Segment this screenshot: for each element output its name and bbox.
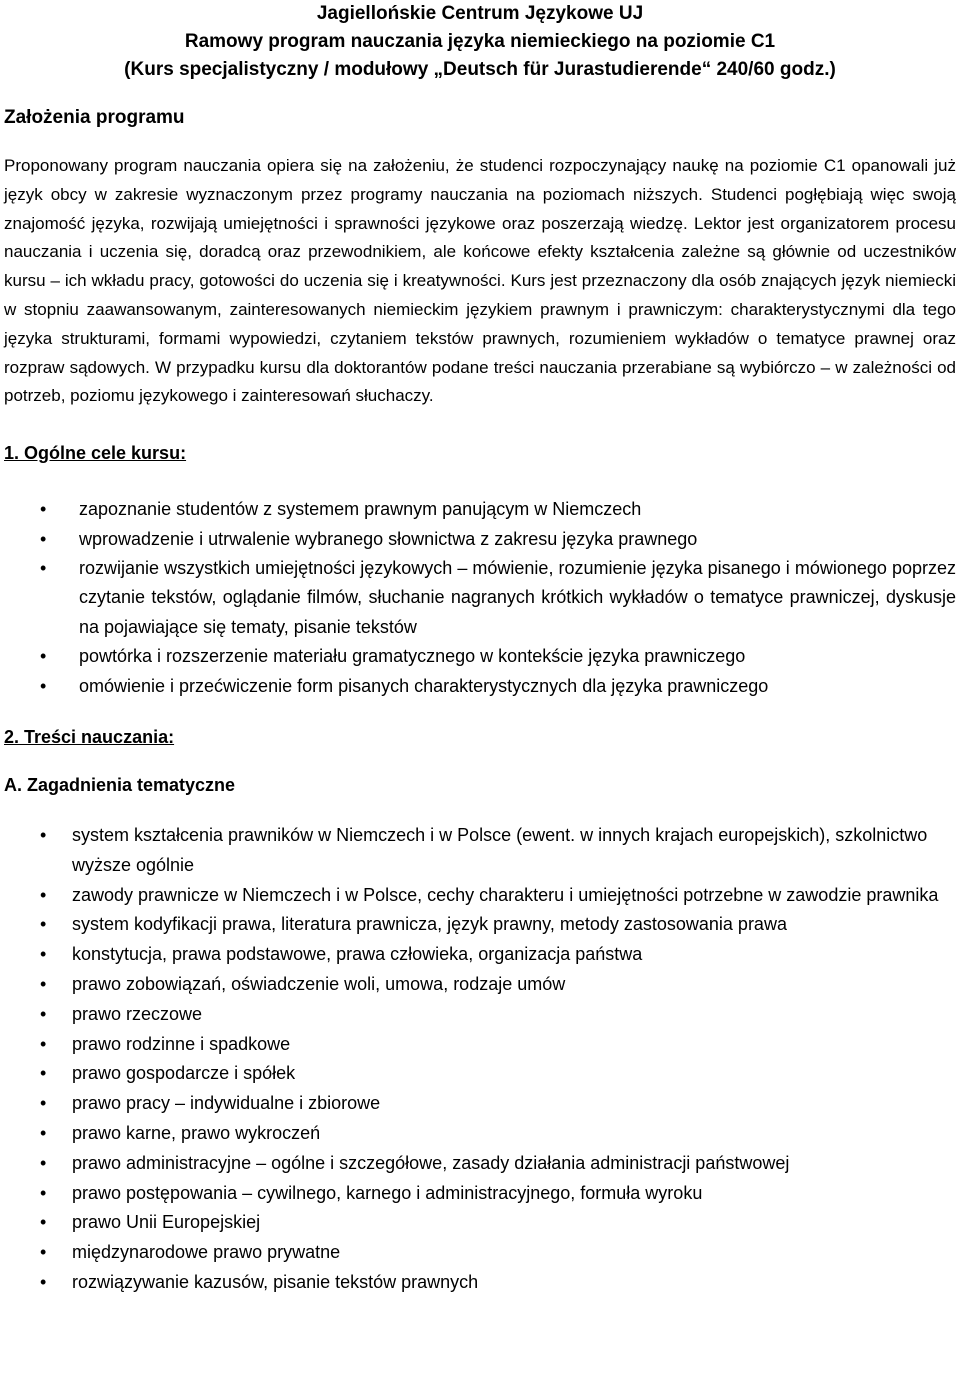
topic-item: • system kodyfikacji prawa, literatura prawnicza, język prawny, metody zastosowania prawa <box>4 910 956 940</box>
topic-item: • zawody prawnicze w Niemczech i w Polsce, cechy charakteru i umiejętności potrzebne w zawodzie prawnika <box>4 881 956 911</box>
topic-item: • konstytucja, prawa podstawowe, prawa człowieka, organizacja państwa <box>4 940 956 970</box>
topics-subheading: A. Zagadnienia tematyczne <box>4 775 236 796</box>
topic-item: • prawo gospodarcze i spółek <box>4 1059 956 1089</box>
assumptions-section <box>4 152 956 411</box>
topic-item: • prawo pracy – indywidualne i zbiorowe <box>4 1089 956 1119</box>
topic-item: • międzynarodowe prawo prywatne <box>4 1238 956 1268</box>
goal-item: • rozwijanie wszystkich umiejętności językowych – mówienie, rozumienie języka pisanego i mówionego poprzez czytanie tekstów, oglądanie filmów, słuchanie nagranych krótkich wykładów o tematyce prawniczej, dyskusje na pojawiające się tematy, pisanie tekstów <box>4 554 956 642</box>
topic-item: • system kształcenia prawników w Niemczech i w Polsce (ewent. w innych krajach europejskich), szkolnictwo wyższe ogólnie <box>4 821 956 881</box>
topics-list <box>4 821 956 1298</box>
topic-item: • prawo postępowania – cywilnego, karnego i administracyjnego, formuła wyroku <box>4 1179 956 1209</box>
assumptions-paragraph: Proponowany program nauczania opiera się na założeniu, że studenci rozpoczynający naukę na poziomie C1 opanowali już język obcy w zakresie wyznaczonym przez programy nauczania na poziomach niższych. Studenci pogłębiają więc swoją znajomość języka, rozwijają umiejętności i sprawności językowe oraz poszerzają wiedzę. Lektor jest organizatorem procesu nauczania i uczenia się, doradcą oraz przewodnikiem, ale końcowe efekty kształcenia zależne są głównie od uczestników kursu – ich wkładu pracy, gotowości do uczenia się i kreatywności. Kurs jest przeznaczony dla osób znających język niemiecki w stopniu zaawansowanym, zainteresowanych niemieckim językiem prawnym i prawniczym: charakterystycznymi dla tego języka strukturami, formami wypowiedzi, czytaniem tekstów prawnych, rozumieniem wykładów o tematyce prawnej oraz rozpraw sądowych. W przypadku kursu dla doktorantów podane treści nauczania przerabiane są wybiórczo – w zależności od potrzeb, poziomu językowego i zainteresowań słuchaczy. <box>4 156 956 406</box>
goals-list <box>4 495 956 701</box>
goal-item: • omówienie i przećwiczenie form pisanych charakterystycznych dla języka prawniczego <box>4 672 956 701</box>
assumptions-heading: Założenia programu <box>4 107 185 128</box>
goal-item: • zapoznanie studentów z systemem prawnym panującym w Niemczech <box>4 495 956 524</box>
program-title: Ramowy program nauczania języka niemieckiego na poziomie C1 <box>184 31 776 52</box>
goals-heading: 1. Ogólne cele kursu: <box>4 443 187 464</box>
document-header <box>4 0 956 84</box>
topic-item: • prawo rzeczowe <box>4 1000 956 1030</box>
institution-name: Jagiellońskie Centrum Językowe UJ <box>316 3 644 24</box>
topic-item: • prawo Unii Europejskiej <box>4 1208 956 1238</box>
course-subtitle: (Kurs specjalistyczny / modułowy „Deutsch für Jurastudierende“ 240/60 godz.) <box>124 59 836 80</box>
goal-item: • powtórka i rozszerzenie materiału gramatycznego w kontekście języka prawniczego <box>4 642 956 671</box>
topic-item: • rozwiązywanie kazusów, pisanie tekstów prawnych <box>4 1268 956 1298</box>
topic-item: • prawo zobowiązań, oświadczenie woli, umowa, rodzaje umów <box>4 970 956 1000</box>
topic-item: • prawo rodzinne i spadkowe <box>4 1030 956 1060</box>
topic-item: • prawo administracyjne – ogólne i szczegółowe, zasady działania administracji państwowej <box>4 1149 956 1179</box>
content-heading: 2. Treści nauczania: <box>4 727 175 748</box>
topic-item: • prawo karne, prawo wykroczeń <box>4 1119 956 1149</box>
goal-item: • wprowadzenie i utrwalenie wybranego słownictwa z zakresu języka prawnego <box>4 525 956 554</box>
